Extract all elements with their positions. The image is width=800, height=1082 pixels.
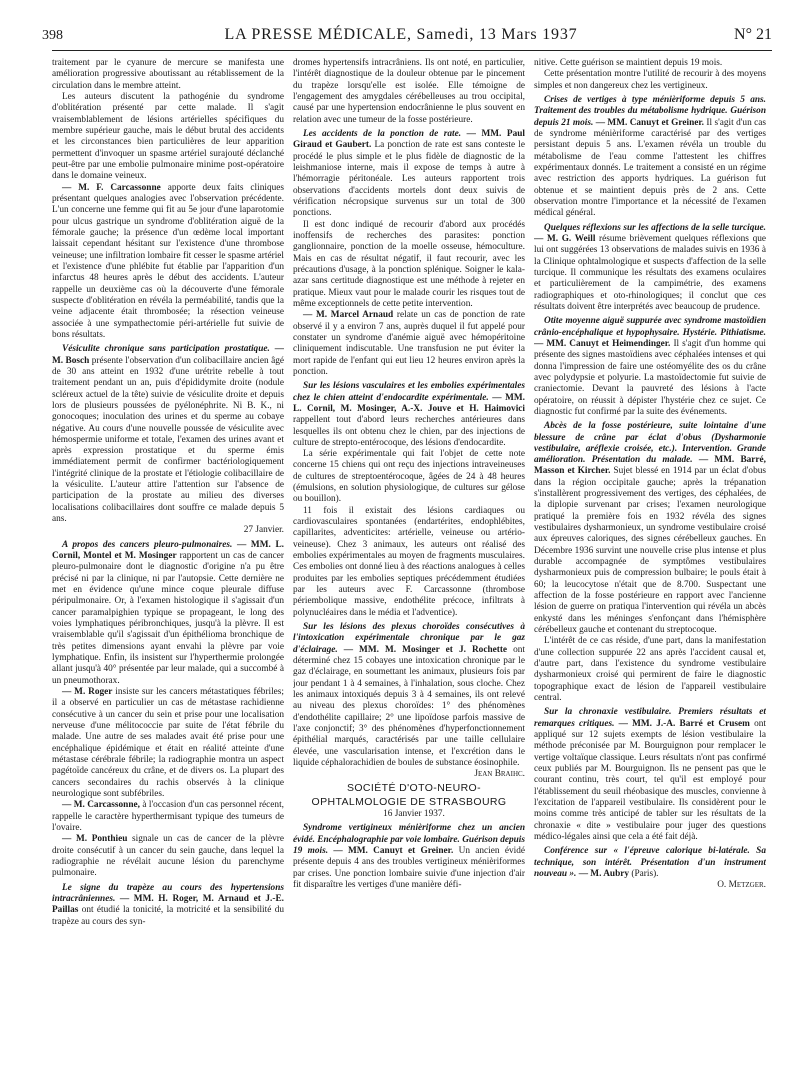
author-names: — MM. L. Cornil, M. Mosinger, A.-X. Jouve et H. Haimovici xyxy=(293,392,525,414)
article-title: A propos des cancers pleuro-pulmonaires. xyxy=(62,539,233,550)
paragraph-text: résume brièvement quelques réflexions que lui ont suggérées 13 observations de malades suivis en 1936 à la Clinique ophtalmologique et suspects d'affection de la selle turcique. Il communique les résultats des examens oculaires et particulièrement de la campimétrie, des examens radiographiques et oto-rhinologiques; il conclut que ces résultats doivent être interprétés avec beaucoup de prudence. xyxy=(534,233,766,312)
paragraph xyxy=(52,540,284,687)
paragraph-text: signale un cas de cancer de la plèvre droite consécutif à un cancer du sein gauche, dans lequel la radiographie ne révélait aucune lésion du parenchyme pulmonaire. xyxy=(52,834,284,879)
paragraph-text: (Paris). xyxy=(629,868,659,879)
signature: Jean Braihc. xyxy=(474,769,525,780)
article-title: Sur la chronaxie vestibulaire. Premiers résultats et remarques critiques. xyxy=(534,707,766,729)
paragraph-text: Un ancien évidé présente depuis 4 ans des troubles vertigineux ménièriformes par crises. Une ponction lombaire suivie d'une injection d'air fit disparaître les vertiges d'une manière défi- xyxy=(293,846,525,890)
article-title: Les accidents de la ponction de rate. xyxy=(303,128,462,139)
paragraph: L'intérêt de ce cas réside, d'une part, dans la manifestation d'une collection suppurée 22 ans après l'accident causal et, d'autre part, dans l'existence du syndrome vestibulaire dysharmonieux croisé qui permirent de faire le diagnostic topographique exact de lésion de l'appareil vestibulaire central. xyxy=(534,636,766,704)
author-names: — M. Carcassonne, xyxy=(62,800,140,811)
author-names: — M. Ponthieu xyxy=(62,834,128,845)
column-2 xyxy=(293,58,525,1076)
paragraph xyxy=(52,687,284,800)
paragraph-text: Il s'agit d'un homme qui présente des signes mastoïdiens avec céphalées intenses et qui donna l'impression de faire une ostéomyélite des os du crâne avec polydypsie et polyurie. La mastoïdectomie fut suivie de craniectomie. Devant la pauvreté des lésions à l'acte opératoire, on réussit à dépister l'hystérie chez ce sujet. Ce diagnostic fut confirmé par la suite des événements. xyxy=(534,338,766,417)
paragraph xyxy=(52,800,284,834)
author-names: — MM. M. Mosinger et J. Rochette xyxy=(343,644,508,655)
issue-number: N° 21 xyxy=(734,26,772,43)
paragraph xyxy=(293,310,525,378)
paragraph xyxy=(293,823,525,891)
paragraph-text: relate un cas de ponction de rate observé il y a environ 7 ans, auprès duquel il fut appelé pour constater un syndrome d'anémie aiguë avec hémopéritoine cliniquement indiscutable. Une transfusion ne put éviter la mort rapide de l'enfant qui eut lieu 12 heures environ après la ponction. xyxy=(293,310,525,377)
session-date: 16 Janvier 1937. xyxy=(383,809,445,820)
article-title: Sur les lésions vasculaires et les embolies expérimentales chez le chien atteint d'endocardite expérimentale. xyxy=(293,381,525,403)
paragraph xyxy=(52,883,284,928)
paragraph-text: présente l'observation d'un colibacillaire ancien âgé de 30 ans atteint en 1932 d'une urétrite rebelle à tout traitement pendant un an, puis d'épididymite droite (nodule scléreux actuel de la tête) suivie de vésiculite droite et depuis lors de plusieurs poussées de pyélonéphrite. Ni B. K., ni gonocoques; inoculation des urines et du sperme au cobaye négative. Au cours d'une nouvelle poussée de vésiculite avec hémospermie uniforme et totale, l'examen des urines avant et après expression prostatique et du sperme émis immédiatement permit de confirmer bactériologiquement l'intégrité clinique de la prostate et l'étiologie colibacillaire de la vésiculite. L'auteur attire l'attention sur l'absence de participation de la prostate au milieu des diverses localisations colibacillaires dont souffre ce malade depuis 5 ans. xyxy=(52,355,284,525)
author-names: — M. Aubry xyxy=(578,868,630,879)
paragraph xyxy=(52,344,284,525)
paragraph xyxy=(293,622,525,769)
author-names: — MM. H. Roger, M. Arnaud et J.-E. Paillas xyxy=(52,893,284,916)
paragraph-text: La ponction de rate est sans conteste le procédé le plus simple et le plus fidèle de diagnostic de la leishmaniose interne, mais il expose de temps à autre à l'hémorragie péritonéale. Les auteurs rapportent trois observations d'accidents mortels dont deux suivis de vérification nécropsique survenus sur un total de 300 ponctions. xyxy=(293,140,525,219)
paragraph-text: ont étudié la tonicité, la motricité et la sensibilité du trapèze au cours des syn- xyxy=(52,905,284,927)
article-title: Syndrome vertigineux ménièriforme chez un ancien évidé. Encéphalographie par voie lombaire. Guérison depuis 19 mois. xyxy=(293,823,525,856)
paragraph xyxy=(534,223,766,314)
page-number: 398 xyxy=(42,28,63,43)
paragraph: Les auteurs discutent la pathogénie du syndrome d'oblitération présenté par cette malade. Il s'agit vraisemblablement de lésions artérielles spécifiques du membre supérieur gauche, mais le début brutal des accidents et les circonstances bien particulières de leur apparition permettent d'invoquer un spasme artériel surajouté déclanché peut-être par une embolie pulmonaire minime post-opératoire dans le domaine veineux. xyxy=(52,91,284,182)
article-title: Otite moyenne aiguë suppurée avec syndrome mastoïdien crânio-encéphalique et hypophysaire. Hystérie. Pithiatisme. xyxy=(534,316,766,338)
paragraph xyxy=(52,834,284,879)
paragraph xyxy=(52,183,284,342)
author-names: — M. Bosch xyxy=(52,344,284,366)
section-title: SOCIÉTÉ D'OTO-NEURO-OPHTALMOLOGIE DE STRASBOURG xyxy=(311,781,507,808)
paragraph xyxy=(534,316,766,418)
journal-title: LA PRESSE MÉDICALE, Samedi, 13 Mars 1937 xyxy=(224,26,578,43)
paragraph xyxy=(293,129,525,220)
author-names: — M. Marcel Arnaud xyxy=(303,310,394,321)
article-title: Sur les lésions des plexus choroïdes consécutives à l'intoxication expérimentale chronique par le gaz d'éclairage. xyxy=(293,622,525,655)
article-title: Quelques réflexions sur les affections de la selle turcique. xyxy=(544,222,766,233)
paragraph xyxy=(534,95,766,220)
paragraph-text: apporte deux faits cliniques présentant quelques analogies avec l'observation précédente. L'un concerne une femme qui fit au 5e jour d'une laparotomie pour ulcus gastrique un syndrome d'oblitération aiguë de la fémorale gauche; la présence d'un œdème local important laissait cependant hésitant sur l'existence d'une thrombose veineuse; une infiltration lombaire fit cesser le spasme artériel et l'existence d'une phlébite fut établie par l'apparition d'un infarctus 48 heures après le début des accidents. L'auteur rappelle un deuxième cas où la découverte d'une fémorale suspecte d'oblitération en révéla la perméabilité, tandis que la veine adjacente était thrombosée; la résection veineuse associée à une sympathectomie péri-artérielle fut suivie de bons résultats. xyxy=(52,182,284,340)
author-names: — MM. Barré, Masson et Kircher. xyxy=(534,455,766,477)
article-title: Le signe du trapèze au cours des hypertensions intracrâniennes. xyxy=(52,882,284,904)
author-names: — MM. Paul Giraud et Gaubert. xyxy=(293,128,525,151)
paragraph: Il est donc indiqué de recourir d'abord aux procédés inoffensifs de recherches des parasites: ponction ganglionnaire, ponction de la moelle osseuse, hémoculture. Mais en cas de résultat négatif, il faut recourir, avec les précautions d'usage, à la ponction splénique. Soigner le kala-azar sans certitude diagnostique est une méthode à rejeter en pratique. Mieux vaut pour le malade courir les risques tout de même exceptionnels de cette petite intervention. xyxy=(293,219,525,309)
paragraph: La série expérimentale qui fait l'objet de cette note concerne 15 chiens qui ont reçu des injections intraveineuses de cultures de streptoentérocoque, âgées de 24 à 48 heures (émulsions, en solution physiologique, de cultures sur gélose ou bouillon). xyxy=(293,449,525,505)
paragraph: traitement par le cyanure de mercure se manifesta une amélioration progressive aboutissant au rétablissement de la circulation dans le membre atteint. xyxy=(52,58,284,91)
paragraph xyxy=(293,381,525,449)
session-date: 27 Janvier. xyxy=(243,525,284,536)
author-names: — MM. J.-A. Barré et Crusem xyxy=(618,718,750,729)
author-names: — M. Roger xyxy=(62,687,113,698)
article-title: Vésiculite chronique sans participation prostatique. xyxy=(62,344,270,355)
paragraph-text: à l'occasion d'un cas personnel récent, rappelle le caractère hyperthermisant typique des tumeurs de l'ovaire. xyxy=(52,800,284,833)
paragraph-text: ont appliqué sur 12 sujets exempts de lésion vestibulaire la méthode préconisée par M. Bourguignon pour remplacer le vertige voltaïque classique. Leurs résultats n'ont pas confirmé ceux publiés par M. Bourguignon. Ils ne pensent pas que le courant continu, très court, tel qu'il est employé pour l'établissement du seuil rhéobasique des muscles, convienne à l'excitation de l'appareil vestibulaire. Ils considèrent pour le moins comme très anticipé de tabler sur les résultats de la chronaxie « dite » vestibulaire pour juger des questions médico-légales ainsi que cela a été fait déjà. xyxy=(534,718,766,842)
article-title: Conférence sur « l'épreuve calorique bi-latérale. Sa technique, son intérêt. Présentation d'un instrument nouveau ». xyxy=(534,846,766,879)
paragraph-text: Il s'agit d'un cas de syndrome ménièriforme caractérisé par des vertiges persistant depuis 5 ans. L'examen révéla un trouble du métabolisme de l'eau comme l'attestent les chiffres expérimentaux donnés. Le traitement a consisté en un régime avec restriction des apports hydriques. La guérison fut obtenue et se maintient depuis près de 2 ans. Cette observation montre l'importance et la nécessité de l'examen médical général. xyxy=(534,117,766,219)
author-names: — MM. Canuyt et Greiner. xyxy=(333,846,454,856)
paragraph: nitive. Cette guérison se maintient depuis 19 mois. xyxy=(534,58,723,68)
paragraph-text: rappellent tout d'abord leurs recherches antérieures dans lesquelles ils ont obtenu chez le chien, par des injections de culture de strepto-entérocoque, des lésions d'endocardite. xyxy=(293,415,525,448)
column-1 xyxy=(52,58,284,1076)
paragraph-text: insiste sur les cancers métastatiques fébriles; il a observé en particulier un cas de métastase rachidienne consécutive à un cancer du sein et prise pour une localisation nerveuse d'une mélitococcie par suite de l'état fébrile du malade. Une autre de ses malades avait été prise pour une encéphalique épidémique et était en réalité atteinte d'une métastase cérébrale fébrile; la radiographie montra un aspect pagétoïde cancéreux du crâne, et de divers os. La plupart des cancers secondaires du rachis observés à la clinique neurologique sont subfébriles. xyxy=(52,687,284,799)
page-header xyxy=(30,26,772,48)
paragraph xyxy=(534,846,766,880)
paragraph xyxy=(534,707,766,843)
article-title: Abcès de la fosse postérieure, suite lointaine d'une blessure de crâne par éclat d'obus (Dysharmonie vestibulaire, aréflexie croisée, etc.). Intervention. Grande amélioration. Présentation du malade. xyxy=(534,421,766,466)
signature: O. Metzger. xyxy=(717,880,766,891)
paragraph-text: Sujet blessé en 1914 par un éclat d'obus dans la région occipitale gauche; après la trépanation s'installèrent progressivement des vertiges, des céphalées, de la diplopie survenant par crises; l'examen neurologique pratiqué la première fois en 1932 révéla des signes vestibulaires dysharmonieux, un syndrome vestibulaire croisé aux épreuves caloriques, des signes cérébelleux gauches. En Décembre 1936 survint une nouvelle crise plus intense et plus durable accompagnée de symptômes vestibulaires dysharmonieux puis de compression bulbaire; le pouls était à 60; la leucocytose n'était que de 8.700. Suspectant une affection de la fosse postérieure en rapport avec l'ancienne lésion de guerre on pratiqua l'intervention qui révéla un abcès enkysté dans les méninges s'enfonçant dans l'hémisphère cérébelleux gauche et contenant du streptocoque. xyxy=(534,466,766,636)
paragraph xyxy=(534,421,766,636)
paragraph-text: rapportent un cas de cancer pleuro-pulmonaire dont le diagnostic d'origine n'a pu être précisé ni par la clinique, ni par l'autopsie. Cette dernière ne met en évidence qu'une mince coque pleurale diffuse péripulmonaire. Or, à l'examen histologique il s'agissait d'un cancer paramalpighien typique se propageant, le long des voies lymphatiques péribronchiques, jusqu'à la plèvre. Il est vraisemblable qu'il s'agissait d'un épithélioma bronchique de très petites dimensions ayant envahi la plèvre par voie lymphatique. Enfin, ils insistent sur l'hyperthermie prolongée allant jusqu'à 40° présentée par leur malade, qui a succombé à un pneumothorax. xyxy=(52,551,284,686)
paragraph: Cette présentation montre l'utilité de recourir à des moyens simples et non dangereux chez les vertigineux. xyxy=(534,69,766,91)
author-names: — MM. Canuyt et Heimendinger. xyxy=(534,338,671,349)
paragraph: 11 fois il existait des lésions cardiaques ou cardiovasculaires spontanées (endartérites, endophlébites, capillarites, adventicites: artérielle, veineuse ou artério-veineuse). Chez 3 animaux, les auteurs ont réalisé des embolies expérimentales au moyen de fragments musculaires. Ces embolies ont donné lieu à des réactions analogues à celles produites par les embolies septiques précédemment étudiées par les auteurs avec F. Carcassonne (thrombose périembolique massive, endothélite précoce, infiltrats à polynucléaires dans le média et l'adventice). xyxy=(293,505,525,618)
author-names: — MM. Canuyt et Greiner. xyxy=(595,117,704,128)
column-3 xyxy=(534,58,766,1076)
author-names: — M. F. Carcassonne xyxy=(62,182,161,193)
author-names: — MM. L. Cornil, Montel et M. Mosinger xyxy=(52,539,284,562)
paragraph: dromes hypertensifs intracrâniens. Ils ont noté, en particulier, l'intérêt diagnostique de la douleur obtenue par le pincement du trapèze lorsqu'elle est isolée. Elle témoigne de l'engagement des amygdales cérébelleuses au trou occipital, causé par une hypertension endocrânienne le plus souvent en relation avec une tumeur de la fosse postérieure. xyxy=(293,58,525,125)
author-names: — M. G. Weill xyxy=(534,233,596,244)
header-rule xyxy=(52,50,772,51)
paragraph-text: ont déterminé chez 15 cobayes une intoxication chronique par le gaz d'éclairage, en soumettant les animaux, plusieurs fois par jour pendant 1 à 4 semaines, à l'inhalation, sous cloche. Chez les animaux intoxiqués depuis 3 à 4 semaines, ils ont relevé au niveau des plexus choroïdes: 1° des phénomènes d'endothélite capillaire; 2° une lipoïdose parfois massive de l'axe conjonctif; 3° des phénomènes d'hyperfonctionnement épithélial marqués, caractérisés par une taille cellulaire élevée, une vascularisation intense, et l'excrétion dans le liquide céphalorachidien de boules de substance éosinophile. xyxy=(293,644,525,769)
article-title: Crises de vertiges à type ménièriforme depuis 5 ans. Traitement des troubles du métabolisme hydrique. Guérison depuis 21 mois. xyxy=(534,94,766,128)
